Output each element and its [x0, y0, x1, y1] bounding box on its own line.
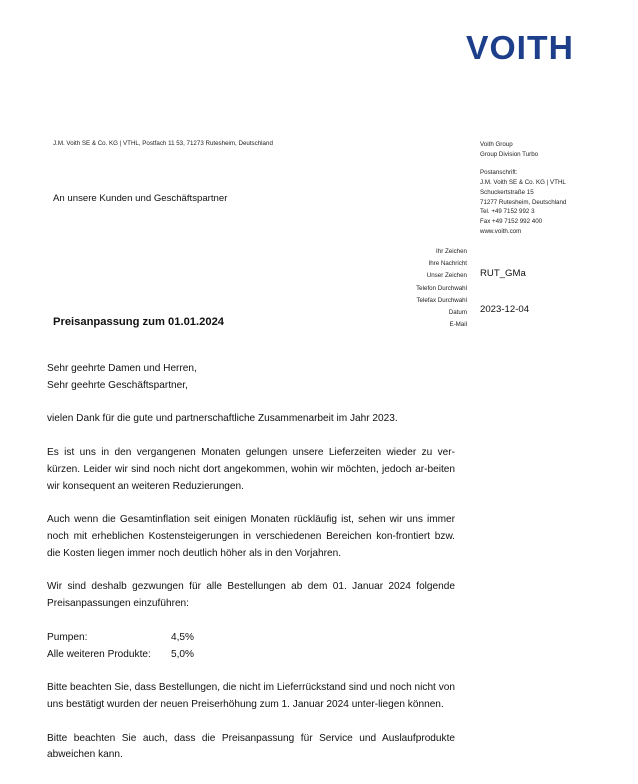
ref-label-ihre-nachricht: Ihre Nachricht [428, 260, 467, 268]
ref-label-telefon: Telefon Durchwahl [416, 284, 467, 292]
ref-label-ihr-zeichen: Ihr Zeichen [436, 248, 467, 255]
phone-line: Tel. +49 7152 992 3 [480, 208, 535, 216]
company-name: Voith Group [480, 141, 513, 148]
recipient-line: An unsere Kunden und Geschäftspartner [53, 193, 228, 204]
ref-label-email: E-Mail [449, 321, 467, 329]
paragraph-thanks: vielen Dank für die gute und partnerschaftliche Zusammenarbeit im Jahr 2023. [47, 413, 398, 425]
ref-label-telefax: Telefax Durchwahl [416, 296, 467, 304]
address-line: Schuckertstraße 15 [480, 188, 534, 196]
fax-line: Fax +49 7152 992 400 [480, 218, 543, 226]
price-value: 4,5% [171, 631, 195, 643]
ref-label-datum: Datum [448, 309, 467, 317]
paragraph-inflation: Auch wenn die Gesamtinflation seit einigen Monaten rückläufig ist, sehen wir uns immer noch mit erheblichen Kostensteigerungen in verschiedenen Bereichen kon-frontiert bzw. die Kosten liegen immer noch deutlich höher als in den Vorjahren. [47, 514, 455, 559]
address-line: 71277 Rutesheim, Deutschland [480, 198, 567, 206]
paragraph-delivery: Es ist uns in den vergangenen Monaten gelungen unsere Lieferzeiten wieder zu ver-kürzen. Leider wir sind noch nicht dort angekommen, wohin wir möchten, jedoch ar-beiten wir konsequent an weiteren Reduzierungen. [47, 446, 455, 492]
address-line: J.M. Voith SE & Co. KG | VTHL [480, 178, 566, 186]
division-name: Group Division Turbo [480, 150, 539, 158]
ref-value-datum: 2023-12-04 [480, 304, 530, 315]
price-label: Pumpen: [47, 631, 88, 643]
sender-address-line: J.M. Voith SE & Co. KG | VTHL, Postfach 11 53, 71273 Rutesheim, Deutschland [53, 140, 273, 147]
salutation: Sehr geehrte Damen und Herren, [47, 363, 197, 374]
letter-subject: Preisanpassung zum 01.01.2024 [53, 316, 225, 328]
paragraph-service: Bitte beachten Sie auch, dass die Preisanpassung für Service und Auslaufprodukte abweichen kann. [47, 732, 455, 761]
voith-logo: VOITH [466, 29, 574, 66]
price-value: 5,0% [171, 648, 195, 660]
price-row-other [47, 647, 455, 664]
website-line: www.voith.com [480, 228, 522, 236]
price-list [47, 630, 455, 664]
ref-value-unser-zeichen: RUT_GMa [480, 268, 526, 279]
price-label: Alle weiteren Produkte: [47, 648, 151, 660]
price-row-pumps [47, 630, 455, 647]
ref-label-unser-zeichen: Unser Zeichen [426, 272, 467, 280]
salutation: Sehr geehrte Geschäftspartner, [47, 379, 188, 391]
paragraph-forced: Wir sind deshalb gezwungen für alle Bestellungen ab dem 01. Januar 2024 folgende Preisanpassungen einzuführen: [47, 581, 455, 610]
reference-labels [416, 246, 467, 331]
sidebar-company-info [480, 140, 566, 237]
letter-body [47, 361, 455, 764]
postal-label: Postanschrift: [480, 168, 518, 176]
paragraph-orders: Bitte beachten Sie, dass Bestellungen, die nicht im Lieferrückstand sind und noch nicht von uns bestätigt wurden der neuen Preiserhöhung zum 1. Januar 2024 unter-liegen können. [47, 682, 455, 710]
